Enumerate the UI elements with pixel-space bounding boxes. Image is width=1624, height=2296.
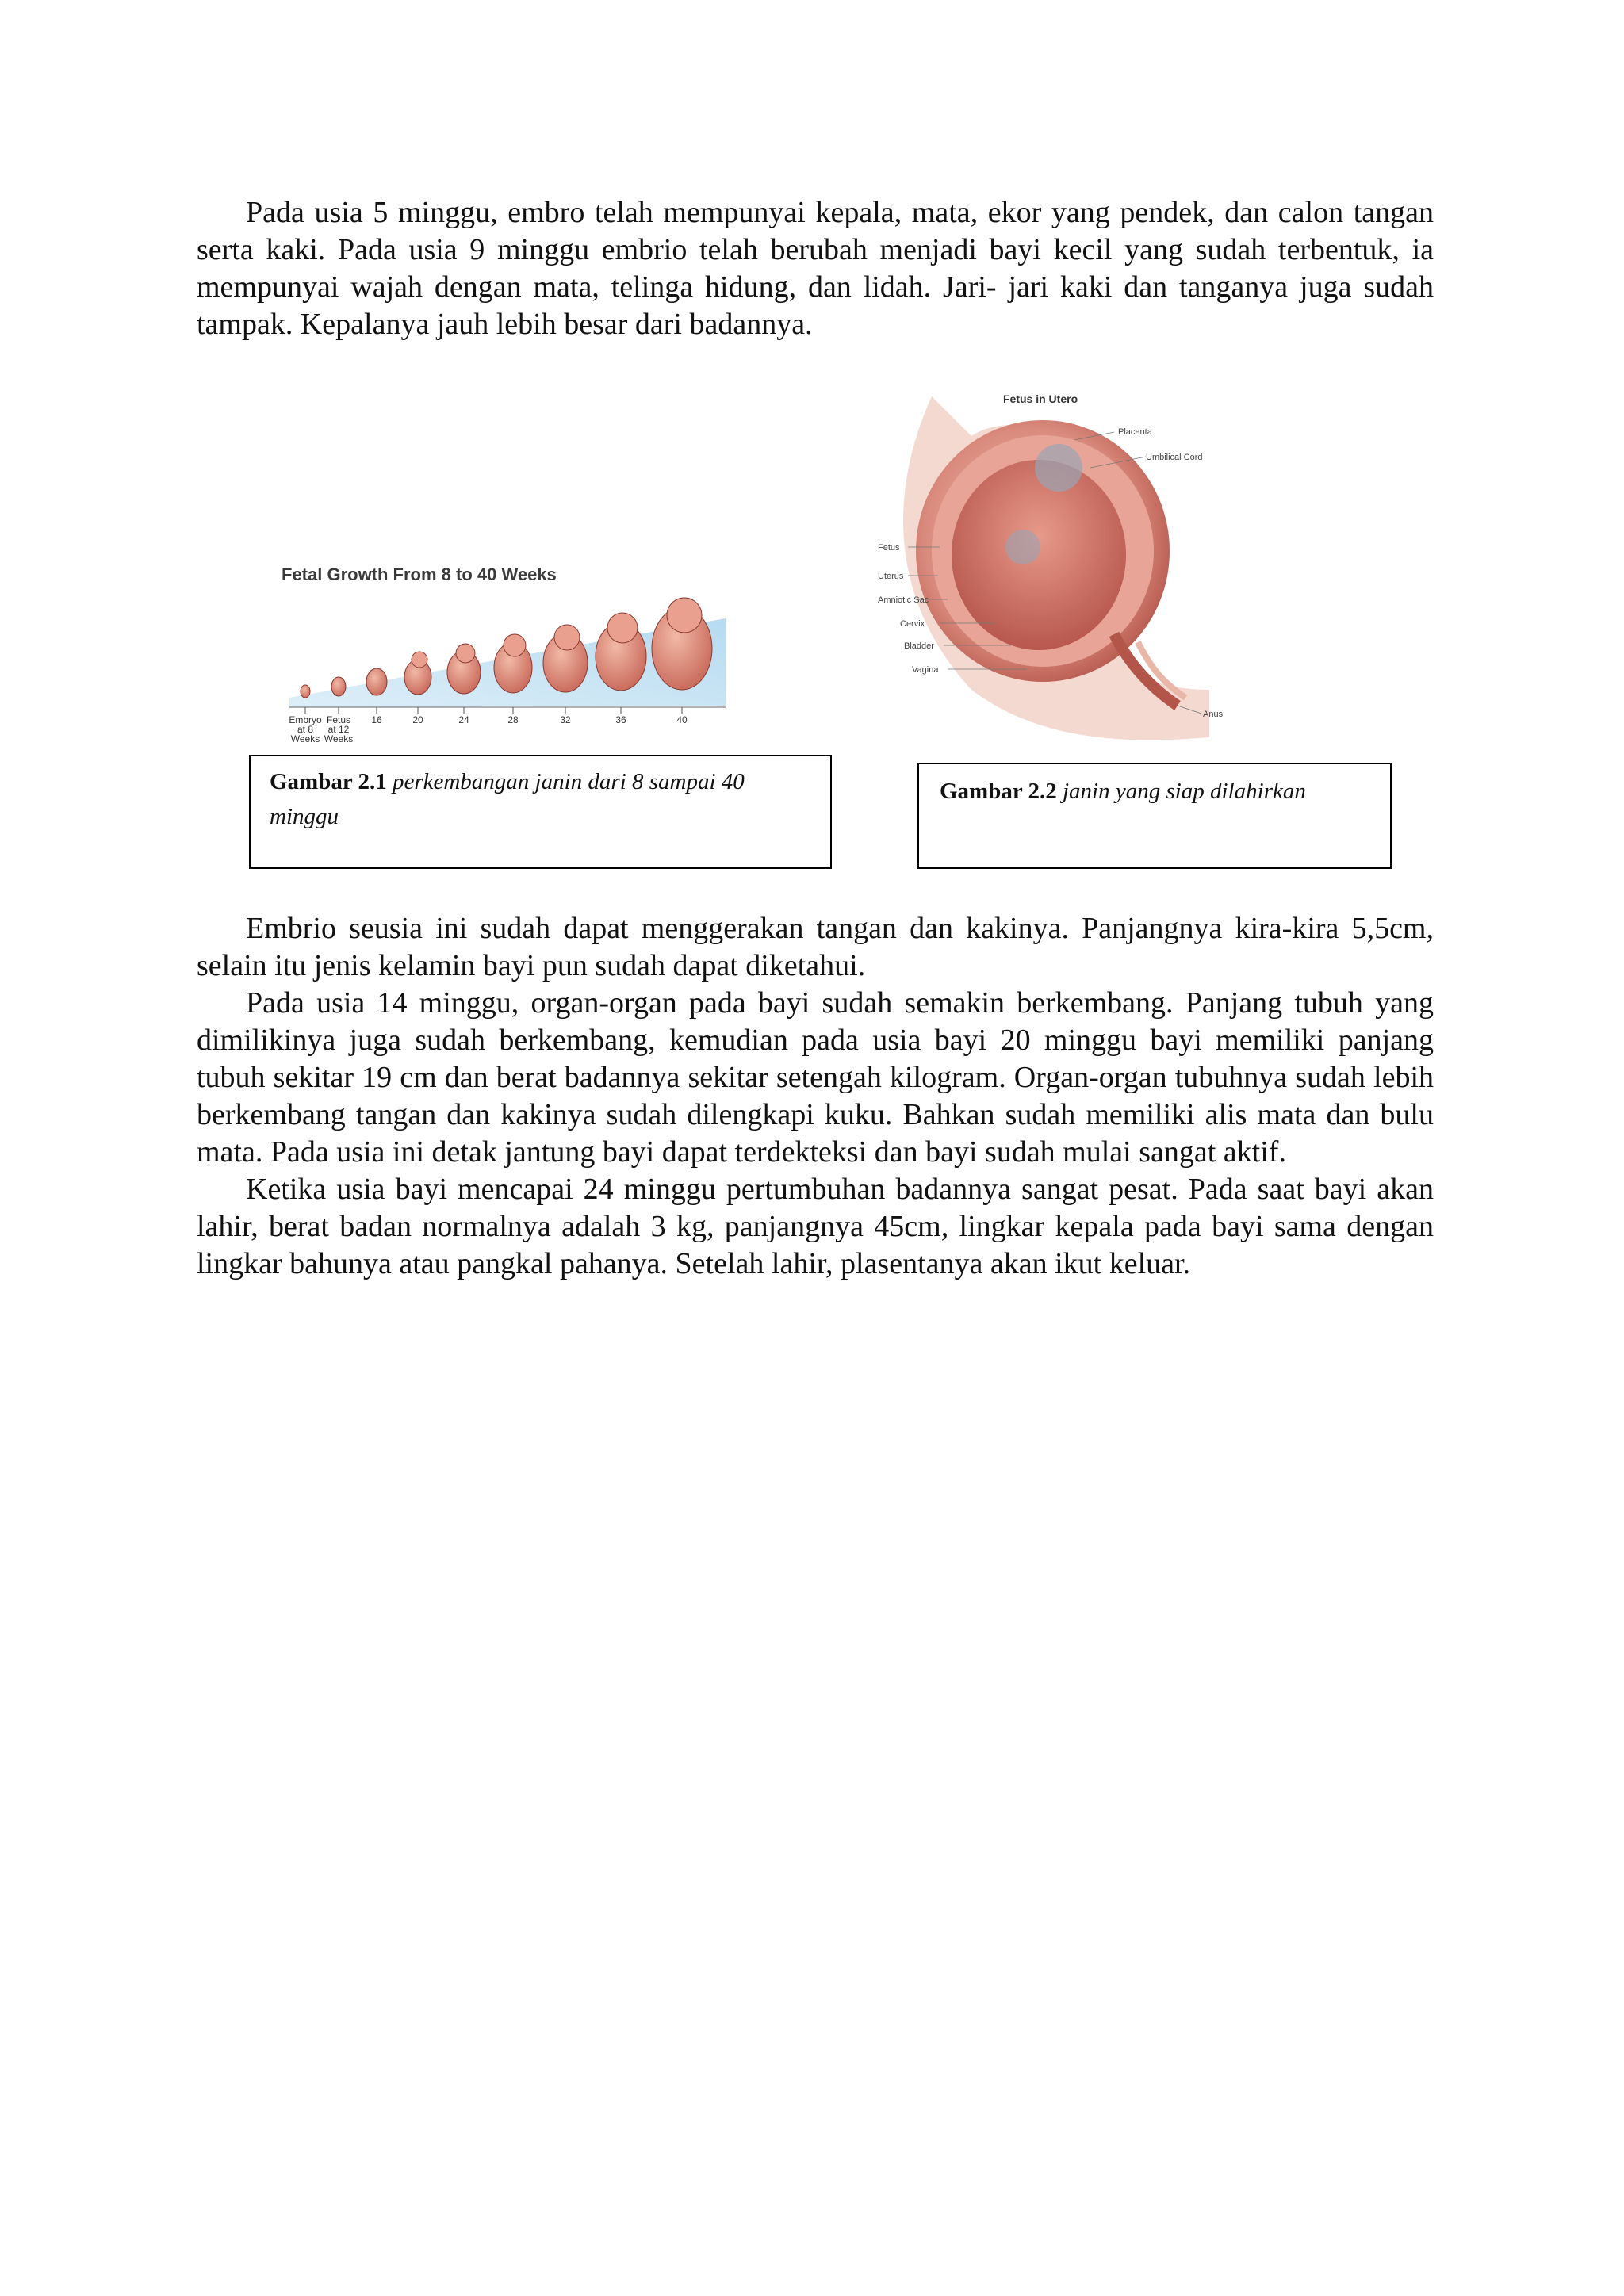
tick-label: 40 (676, 714, 688, 725)
label-placenta: Placenta (1118, 427, 1152, 437)
tick-embryo-line-1: Embryo (289, 714, 322, 725)
tick-embryo-line-3: Weeks (290, 733, 320, 744)
label-fetus: Fetus (878, 543, 900, 553)
body-paragraphs (197, 910, 1434, 1283)
paragraph: Pada usia 5 minggu, embro telah mempunyai kepala, mata, ekor yang pendek, dan calon tangan serta kaki. Pada usia 9 minggu embrio telah berubah menjadi bayi kecil yang sudah terbentuk, ia mempunyai wajah dengan mata, telinga hidung, dan lidah. Jari- jari kaki dan tanganya juga sudah tampak. Kepalanya jauh lebih besar dari badannya. (197, 196, 1434, 341)
caption-text: perkembangan janin dari 8 sampai 40 minggu (270, 769, 745, 829)
label-bladder: Bladder (904, 641, 934, 651)
tick-label: 16 (371, 714, 382, 725)
caption-text: janin yang siap dilahirkan (1056, 779, 1306, 804)
figure-title: Fetus in Utero (1003, 392, 1078, 405)
fetus-in-utero-figure (876, 388, 1257, 753)
tick-label: 20 (412, 714, 423, 725)
label-umbilical-cord: Umbilical Cord (1146, 453, 1203, 462)
label-amniotic-sac: Amniotic Sac (878, 595, 929, 605)
caption-label: Gambar 2.2 (940, 779, 1057, 804)
label-cervix: Cervix (900, 619, 925, 629)
tick-fetus-line-3: Weeks (324, 733, 354, 744)
paragraph: Embrio seusia ini sudah dapat menggerakan tangan dan kakinya. Panjangnya kira-kira 5,5cm, selain itu jenis kelamin bayi pun sudah dapat diketahui. (197, 912, 1434, 982)
figure-caption-1 (249, 755, 832, 869)
figure-title: Fetal Growth From 8 to 40 Weeks (282, 564, 557, 584)
paragraph: Pada usia 14 minggu, organ-organ pada bayi sudah semakin berkembang. Panjang tubuh yang dimilikinya juga sudah berkembang, kemudian pada usia bayi 20 minggu bayi memiliki panjang tubuh sekitar 19 cm dan berat badannya sekitar setengah kilogram. Organ-organ tubuhnya sudah lebih berkembang tangan dan kakinya sudah dilengkapi kuku. Bahkan sudah memiliki alis mata dan bulu mata. Pada usia ini detak jantung bayi dapat terdekteksi dan bayi sudah mulai sangat aktif. (197, 986, 1434, 1169)
tick-label: 32 (560, 714, 571, 725)
fetus-in-utero-illustration (876, 388, 1257, 753)
tick-label: 36 (615, 714, 626, 725)
label-uterus: Uterus (878, 572, 904, 581)
intro-paragraphs (197, 194, 1434, 343)
tick-fetus-line-2: at 12 (327, 724, 350, 735)
tick-embryo-line-2: at 8 (297, 724, 314, 735)
tick-fetus-line-1: Fetus (326, 714, 351, 725)
label-vagina: Vagina (912, 665, 939, 675)
caption-label: Gambar 2.1 (270, 769, 387, 794)
tick-label: 24 (458, 714, 469, 725)
tick-label: 28 (508, 714, 519, 725)
figure-caption-2 (917, 763, 1392, 869)
paragraph: Ketika usia bayi mencapai 24 minggu pertumbuhan badannya sangat pesat. Pada saat bayi akan lahir, berat badan normalnya adalah 3 kg, panjangnya 45cm, lingkar kepala pada bayi sama dengan lingkar bahunya atau pangkal pahanya. Setelah lahir, plasentanya akan ikut keluar. (197, 1173, 1434, 1280)
label-anus: Anus (1203, 710, 1224, 719)
fetal-growth-figure (282, 555, 773, 749)
